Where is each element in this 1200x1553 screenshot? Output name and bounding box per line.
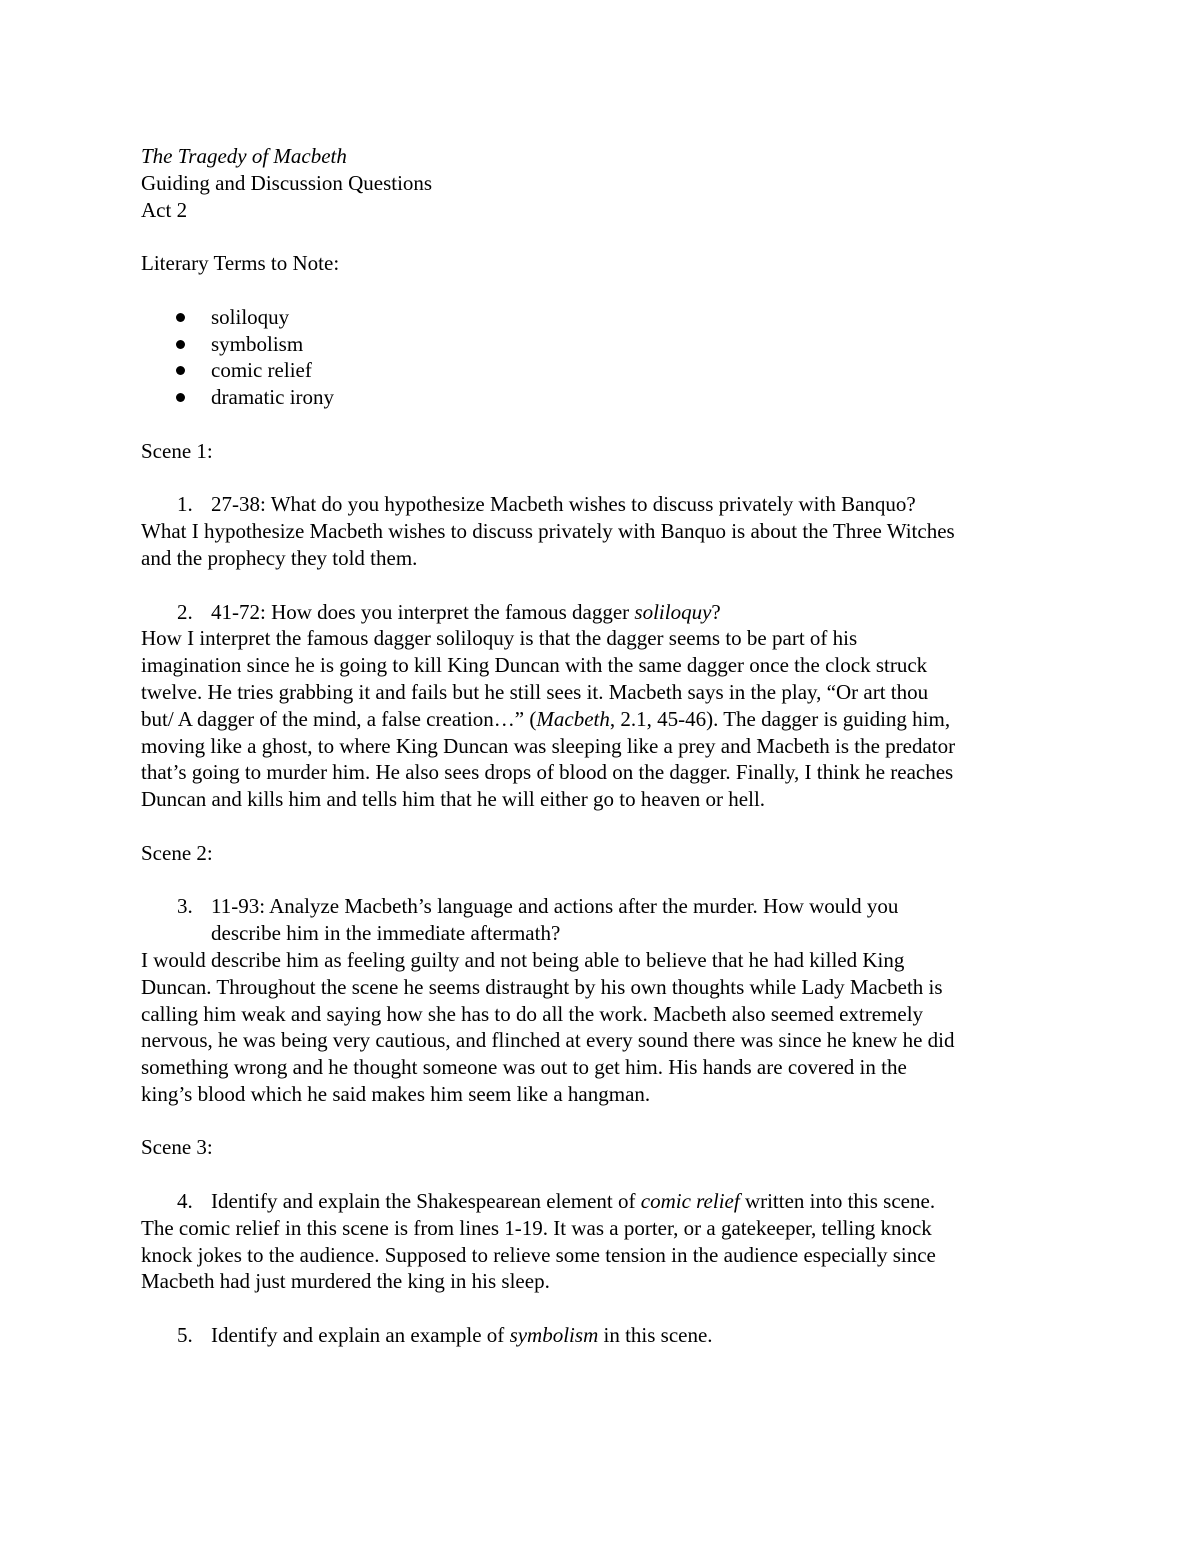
question-text — [211, 1322, 1061, 1349]
terms-list — [141, 304, 1061, 411]
answer-line: calling him weak and saying how she has to do all the work. Macbeth also seemed extremely — [141, 1001, 924, 1026]
bullet-icon — [176, 366, 185, 375]
act-label: Act 2 — [141, 197, 188, 222]
answer-line: Duncan and kills him and tells him that he will either go to heaven or hell. — [141, 787, 766, 812]
answer-line: Duncan. Throughout the scene he seems distraught by his own thoughts while Lady Macbeth is — [141, 974, 943, 999]
question-text-part: 41-72: How does you interpret the famous dagger — [211, 599, 635, 624]
answer-line: twelve. He tries grabbing it and fails but he still sees it. Macbeth says in the play, “Or art thou — [141, 679, 929, 704]
question-text-part: written into this scene. — [739, 1189, 936, 1214]
bullet-icon — [176, 393, 185, 402]
spacer — [141, 465, 1061, 492]
answer-line: that’s going to murder him. He also sees drops of blood on the dagger. Finally, I think he reaches — [141, 760, 954, 785]
spacer — [141, 572, 1061, 599]
spacer — [141, 1161, 1061, 1188]
question-number: 2. — [177, 599, 193, 624]
question-2 — [141, 599, 1061, 626]
answer-line: moving like a ghost, to where King Duncan was sleeping like a prey and Macbeth is the predator — [141, 733, 956, 758]
answer-line: I would describe him as feeling guilty and not being able to believe that he had killed King — [141, 947, 905, 972]
question-number: 5. — [177, 1323, 193, 1348]
answer-text-part: , 2.1, 45-46). The dagger is guiding him, — [609, 706, 951, 731]
scene2-heading: Scene 2: — [141, 840, 213, 865]
term-label: comic relief — [211, 358, 312, 383]
term-label: soliloquy — [211, 304, 290, 329]
question-4 — [141, 1188, 1061, 1215]
list-item — [141, 304, 1061, 331]
list-item — [141, 357, 1061, 384]
question-text — [211, 599, 1061, 626]
answer-line: king’s blood which he said makes him seem like a hangman. — [141, 1081, 651, 1106]
answer-line: imagination since he is going to kill King Duncan with the same dagger once the clock struck — [141, 653, 928, 678]
question-text — [211, 1188, 1061, 1215]
terms-heading: Literary Terms to Note: — [141, 251, 340, 276]
italic-term: comic relief — [640, 1189, 740, 1214]
document-title: The Tragedy of Macbeth — [141, 144, 347, 168]
answer-line: How I interpret the famous dagger soliloquy is that the dagger seems to be part of his — [141, 626, 858, 651]
spacer — [141, 867, 1061, 894]
question-number: 4. — [177, 1189, 193, 1214]
italic-citation: Macbeth — [536, 706, 610, 731]
question-text: 11-93: Analyze Macbeth’s language and actions after the murder. How would you — [211, 894, 899, 919]
document-subtitle: Guiding and Discussion Questions — [141, 170, 433, 195]
bullet-icon — [176, 313, 185, 322]
bullet-icon — [176, 340, 185, 349]
question-text-part: ? — [711, 599, 721, 624]
answer-line: something wrong and he thought someone was out to get him. His hands are covered in the — [141, 1055, 907, 1080]
list-item — [141, 384, 1061, 411]
answer-line: What I hypothesize Macbeth wishes to discuss privately with Banquo is about the Three Witches — [141, 519, 955, 544]
spacer — [141, 411, 1061, 438]
answer-line: and the prophecy they told them. — [141, 545, 418, 570]
scene1-heading: Scene 1: — [141, 438, 213, 463]
question-text: describe him in the immediate aftermath? — [211, 921, 561, 946]
question-3 — [141, 893, 1061, 947]
spacer — [141, 1108, 1061, 1135]
question-text: 27-38: What do you hypothesize Macbeth wishes to discuss privately with Banquo? — [211, 492, 916, 517]
scene3-heading: Scene 3: — [141, 1135, 213, 1160]
italic-term: symbolism — [509, 1323, 599, 1348]
list-item — [141, 331, 1061, 358]
spacer — [141, 223, 1061, 250]
answer-line: The comic relief in this scene is from lines 1-19. It was a porter, or a gatekeeper, telling knock — [141, 1215, 932, 1240]
question-5 — [141, 1322, 1061, 1349]
answer-line: nervous, he was being very cautious, and flinched at every sound there was since he knew he did — [141, 1028, 955, 1053]
answer-text-part: but/ A dagger of the mind, a false creation…” ( — [141, 706, 537, 731]
italic-term: soliloquy — [634, 599, 712, 624]
answer-line: Macbeth had just murdered the king in his sleep. — [141, 1269, 550, 1294]
term-label: symbolism — [211, 331, 304, 356]
answer-line: knock jokes to the audience. Supposed to relieve some tension in the audience especially since — [141, 1242, 936, 1267]
document-body — [141, 143, 1061, 1349]
question-1 — [141, 491, 1061, 518]
spacer — [141, 1295, 1061, 1322]
spacer — [141, 277, 1061, 304]
term-label: dramatic irony — [211, 385, 335, 410]
question-text-part: in this scene. — [598, 1323, 713, 1348]
question-text-part: Identify and explain the Shakespearean element of — [211, 1189, 641, 1214]
question-number: 3. — [177, 894, 193, 919]
answer-line — [141, 706, 1061, 733]
question-text-part: Identify and explain an example of — [211, 1323, 510, 1348]
question-number: 1. — [177, 492, 193, 517]
spacer — [141, 813, 1061, 840]
